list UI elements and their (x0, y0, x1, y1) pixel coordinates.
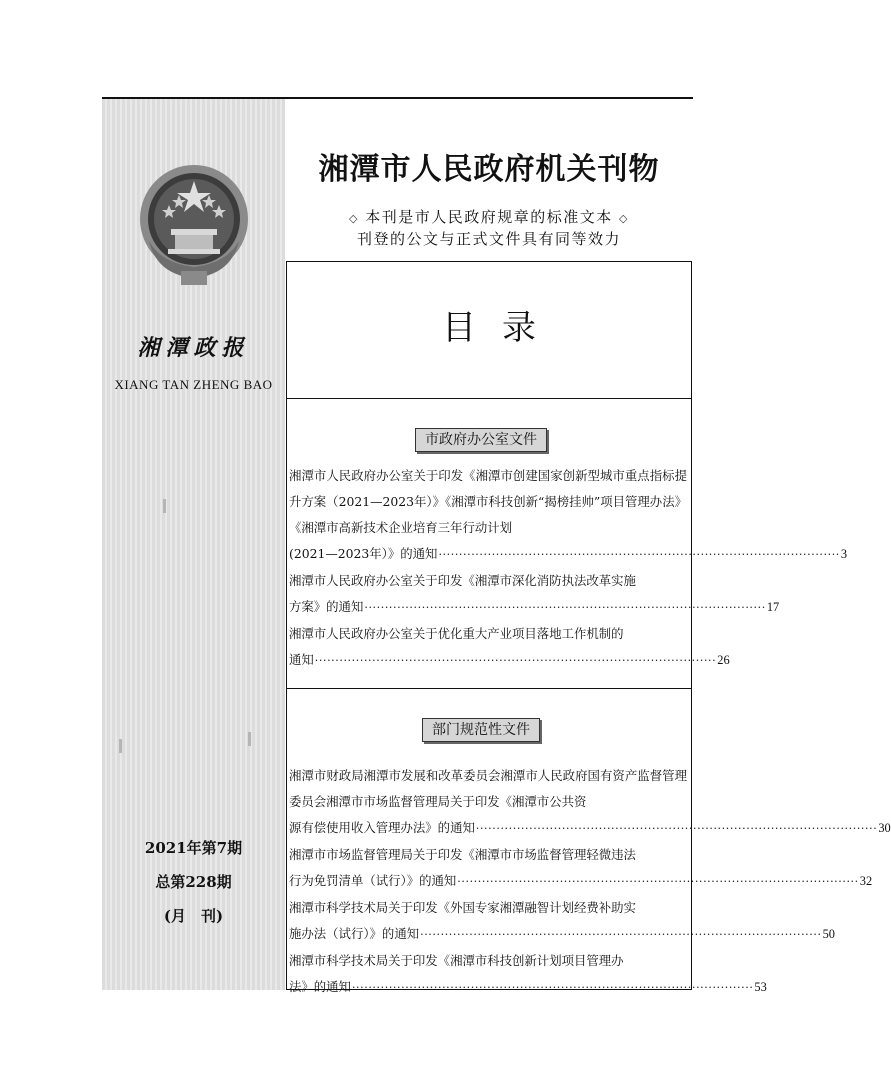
toc-entry[interactable]: 湘潭市科学技术局关于印发《湘潭市科技创新计划项目管理办 法》的通知 ·································································································· 53 (289, 948, 687, 1001)
page-number: 53 (754, 980, 767, 994)
diamond-right-icon: ◇ (619, 212, 629, 225)
decor-tick (248, 732, 251, 746)
total-issue-number: 总第228期 (155, 873, 232, 891)
page-number: 30 (878, 821, 891, 835)
masthead-sidebar (102, 99, 285, 990)
section-label: 市政府办公室文件 (415, 428, 547, 452)
toc-entry-list (289, 463, 848, 674)
toc-section-box (286, 688, 891, 994)
slogan-line-2: 刊登的公文与正式文件具有同等效力 (356, 230, 621, 248)
national-emblem-icon (135, 163, 253, 289)
page-title: 湘潭市人民政府机关刊物 (318, 152, 660, 187)
toc-entry[interactable]: 湘潭市财政局湘潭市发展和改革委员会湘潭市人民政府国有资产监督管理委员会湘潭市市场监督管理局关于印发《湘潭市公共资 源有偿使用收入管理办法》的通知 ·································································································· 30 (289, 763, 687, 842)
toc-entry-list (289, 763, 891, 1001)
toc-heading-box (286, 261, 692, 399)
section-label: 部门规范性文件 (422, 718, 540, 742)
page-number: 32 (859, 874, 873, 888)
slogan-line-1: ◇ 本刊是市人民政府规章的标准文本 ◇ (348, 208, 629, 226)
publication-name-romanized: XIANG TAN ZHENG BAO (114, 377, 273, 392)
issue-number: 2021年第7期 (144, 839, 243, 857)
diamond-left-icon: ◇ (348, 212, 359, 225)
toc-entry[interactable]: 湘潭市人民政府办公室关于印发《湘潭市深化消防执法改革实施 方案》的通知 ·································································································· 17 (289, 568, 687, 621)
page-number: 17 (766, 600, 780, 614)
toc-entry[interactable]: 湘潭市人民政府办公室关于优化重大产业项目落地工作机制的 通知 ·································································································· 26 (289, 621, 687, 674)
publication-frequency: (月 刊) (163, 907, 224, 925)
page-number: 3 (840, 547, 848, 561)
toc-entry[interactable]: 湘潭市人民政府办公室关于印发《湘潭市创建国家创新型城市重点指标提升方案（2021—2023年）》《湘潭市科技创新“揭榜挂帅”项目管理办法》《湘潭市高新技术企业培育三年行动计划 (2021—2023年）》的通知 ·································································································· 3 (289, 463, 687, 568)
toc-entry[interactable]: 湘潭市科学技术局关于印发《外国专家湘潭融智计划经费补助实 施办法（试行）》的通知 ·································································································· 50 (289, 895, 687, 948)
publication-name: 湘潭政报 (137, 335, 250, 361)
toc-section-box (286, 398, 848, 689)
decor-tick (163, 499, 166, 513)
page-number: 50 (822, 927, 835, 941)
toc-heading: 目录 (442, 308, 562, 348)
decor-tick (119, 739, 122, 753)
toc-entry[interactable]: 湘潭市市场监督管理局关于印发《湘潭市市场监督管理轻微违法 行为免罚清单（试行）》的通知 ·································································································· 32 (289, 842, 687, 895)
page-number: 26 (717, 653, 730, 667)
